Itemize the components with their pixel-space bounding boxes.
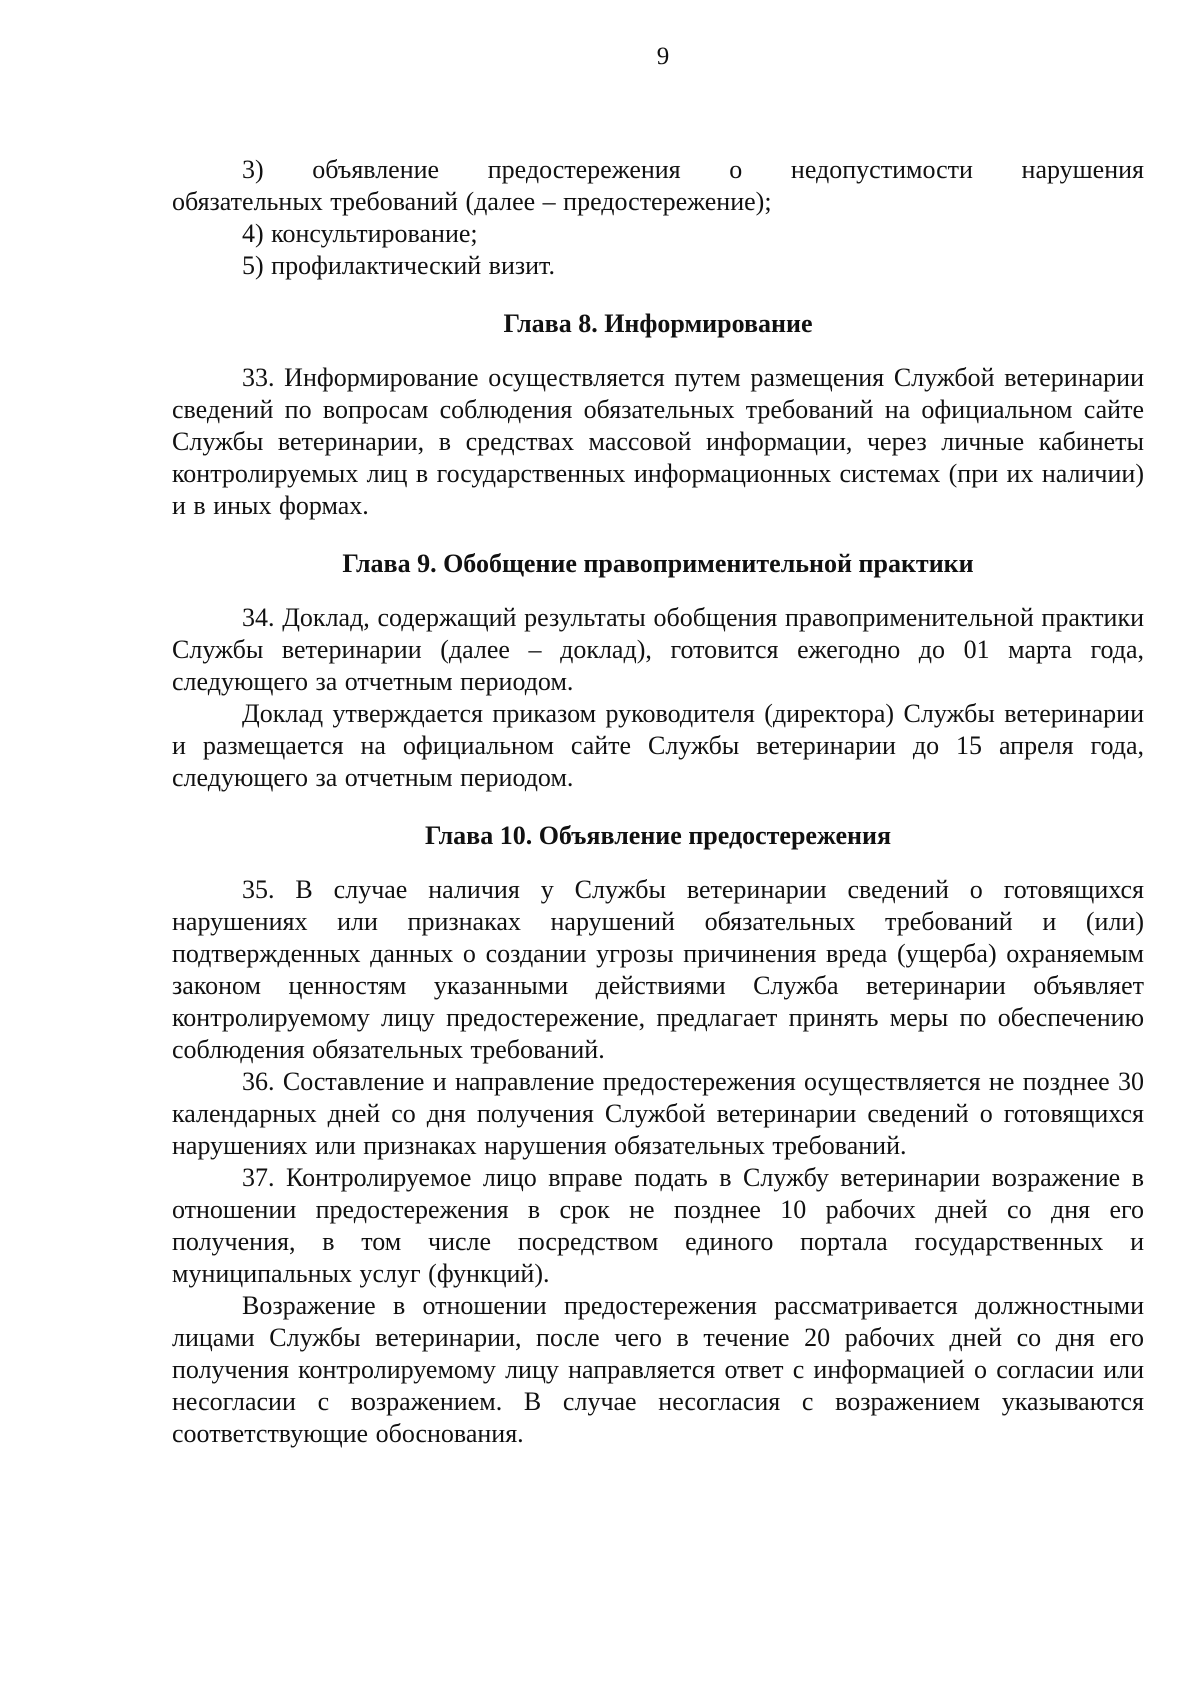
list-item-5: 5) профилактический визит. xyxy=(242,251,555,280)
list-item-3-line1: 3) объявление предостережения о недопустимости нарушения xyxy=(242,155,1144,184)
paragraph-36: 36. Составление и направление предостережения осуществляется не позднее 30 календарных дней со дня получения Службой ветеринарии сведений о готовящихся нарушениях или признаках нарушения обязательных требований. xyxy=(172,1067,1144,1160)
paragraph-34: 34. Доклад, содержащий результаты обобщения правоприменительной практики Службы ветеринарии (далее – доклад), готовится ежегодно до 01 марта года, следующего за отчетным периодом. xyxy=(172,603,1144,696)
list-item-4: 4) консультирование; xyxy=(242,219,478,248)
paragraph-33: 33. Информирование осуществляется путем размещения Службой ветеринарии сведений по вопросам соблюдения обязательных требований на официальном сайте Службы ветеринарии, в средствах массовой информации, через личные кабинеты контролируемых лиц в государственных информационных системах (при их наличии) и в иных формах. xyxy=(172,363,1144,520)
paragraph-34-report: Доклад утверждается приказом руководителя (директора) Службы ветеринарии и размещается на официальном сайте Службы ветеринарии до 15 апреля года, следующего за отчетным периодом. xyxy=(172,699,1144,792)
document-page xyxy=(172,42,1144,1450)
list-item-3-line2: обязательных требований (далее – предостережение); xyxy=(172,187,772,216)
chapter-8-title: Глава 8. Информирование xyxy=(503,309,813,338)
chapter-9-title: Глава 9. Обобщение правоприменительной практики xyxy=(342,549,974,578)
paragraph-35: 35. В случае наличия у Службы ветеринарии сведений о готовящихся нарушениях или признаках нарушений обязательных требований и (или) подтвержденных данных о создании угрозы причинения вреда (ущерба) охраняемым законом ценностям указанными действиями Служба ветеринарии объявляет контролируемому лицу предостережение, предлагает принять меры по обеспечению соблюдения обязательных требований. xyxy=(172,875,1144,1064)
page-number: 9 xyxy=(656,43,670,70)
paragraph-37: 37. Контролируемое лицо вправе подать в Службу ветеринарии возражение в отношении предостережения в срок не позднее 10 рабочих дней со дня его получения, в том числе посредством единого портала государственных и муниципальных услуг (функций). xyxy=(172,1163,1144,1288)
paragraph-37-objection: Возражение в отношении предостережения рассматривается должностными лицами Службы ветеринарии, после чего в течение 20 рабочих дней со дня его получения контролируемому лицу направляется ответ с информацией о согласии или несогласии с возражением. В случае несогласия с возражением указываются соответствующие обоснования. xyxy=(172,1291,1144,1448)
chapter-10-title: Глава 10. Объявление предостережения xyxy=(424,821,892,850)
